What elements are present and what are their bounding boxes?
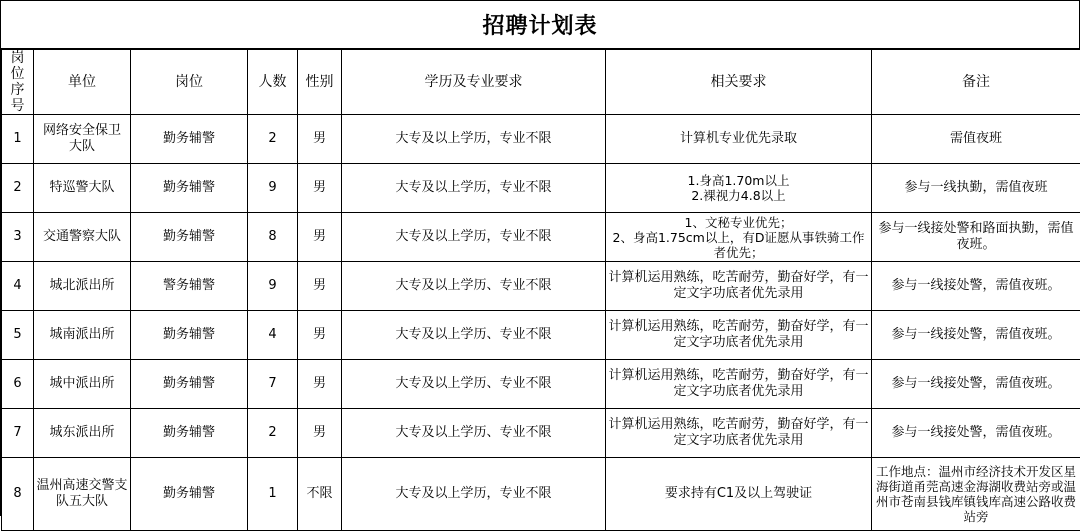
cell-unit: 温州高速交警支队五大队	[34, 458, 131, 531]
table-row	[2, 213, 1080, 262]
table-row	[2, 164, 1080, 213]
cell-requirements: 计算机运用熟练，吃苦耐劳，勤奋好学，有一定文字功底者优先录用	[606, 360, 872, 409]
cell-no: 8	[2, 458, 34, 531]
cell-education: 大专及以上学历、专业不限	[342, 311, 606, 360]
column-header-notes: 备注	[872, 50, 1080, 115]
cell-education: 大专及以上学历、专业不限	[342, 360, 606, 409]
cell-education: 大专及以上学历、专业不限	[342, 409, 606, 458]
cell-no: 7	[2, 409, 34, 458]
cell-requirements: 要求持有C1及以上驾驶证	[606, 458, 872, 531]
table-header-row	[2, 50, 1080, 115]
cell-count: 4	[248, 311, 298, 360]
cell-count: 1	[248, 458, 298, 531]
table-row	[2, 360, 1080, 409]
cell-post: 勤务辅警	[131, 115, 248, 164]
cell-unit: 交通警察大队	[34, 213, 131, 262]
cell-post: 勤务辅警	[131, 164, 248, 213]
column-header-position-no: 岗位 序号	[2, 50, 34, 115]
table-row	[2, 458, 1080, 531]
cell-requirements: 计算机运用熟练，吃苦耐劳，勤奋好学，有一定文字功底者优先录用	[606, 262, 872, 311]
cell-unit: 城中派出所	[34, 360, 131, 409]
cell-post: 勤务辅警	[131, 213, 248, 262]
cell-post: 勤务辅警	[131, 409, 248, 458]
cell-no: 5	[2, 311, 34, 360]
table-row	[2, 262, 1080, 311]
cell-requirements: 1、文秘专业优先； 2、身高1.75cm以上，有D证愿从事铁骑工作者优先；	[606, 213, 872, 262]
cell-post: 勤务辅警	[131, 458, 248, 531]
cell-unit: 网络安全保卫 大队	[34, 115, 131, 164]
cell-gender: 男	[298, 262, 342, 311]
column-header-post: 岗位	[131, 50, 248, 115]
cell-notes: 参与一线接处警，需值夜班。	[872, 311, 1080, 360]
cell-notes: 参与一线接处警，需值夜班。	[872, 360, 1080, 409]
cell-notes: 工作地点：温州市经济技术开发区星海街道甬莞高速金海湖收费站旁或温州市苍南县钱库镇钱库高速公路收费站旁	[872, 458, 1080, 531]
cell-no: 1	[2, 115, 34, 164]
cell-gender: 男	[298, 360, 342, 409]
cell-gender: 男	[298, 115, 342, 164]
cell-post: 警务辅警	[131, 262, 248, 311]
cell-requirements: 计算机专业优先录取	[606, 115, 872, 164]
cell-count: 9	[248, 164, 298, 213]
cell-education: 大专及以上学历、专业不限	[342, 262, 606, 311]
cell-requirements: 计算机运用熟练，吃苦耐劳，勤奋好学，有一定文字功底者优先录用	[606, 409, 872, 458]
column-header-requirements: 相关要求	[606, 50, 872, 115]
cell-unit: 城北派出所	[34, 262, 131, 311]
cell-unit: 城东派出所	[34, 409, 131, 458]
cell-post: 勤务辅警	[131, 360, 248, 409]
cell-count: 7	[248, 360, 298, 409]
cell-count: 8	[248, 213, 298, 262]
table-row	[2, 115, 1080, 164]
cell-count: 9	[248, 262, 298, 311]
cell-gender: 男	[298, 409, 342, 458]
cell-unit: 特巡警大队	[34, 164, 131, 213]
cell-notes: 需值夜班	[872, 115, 1080, 164]
column-header-unit: 单位	[34, 50, 131, 115]
cell-notes: 参与一线接处警，需值夜班。	[872, 409, 1080, 458]
cell-no: 6	[2, 360, 34, 409]
cell-notes: 参与一线接处警和路面执勤，需值夜班。	[872, 213, 1080, 262]
cell-no: 4	[2, 262, 34, 311]
column-header-count: 人数	[248, 50, 298, 115]
cell-requirements: 1.身高1.70m以上 2.裸视力4.8以上	[606, 164, 872, 213]
cell-gender: 男	[298, 164, 342, 213]
cell-gender: 男	[298, 311, 342, 360]
table-row	[2, 409, 1080, 458]
cell-gender: 男	[298, 213, 342, 262]
column-header-gender: 性别	[298, 50, 342, 115]
cell-notes: 参与一线接处警，需值夜班。	[872, 262, 1080, 311]
cell-count: 2	[248, 115, 298, 164]
cell-no: 2	[2, 164, 34, 213]
recruitment-table	[1, 49, 1080, 531]
cell-education: 大专及以上学历，专业不限	[342, 115, 606, 164]
cell-education: 大专及以上学历，专业不限	[342, 164, 606, 213]
cell-count: 2	[248, 409, 298, 458]
cell-notes: 参与一线执勤，需值夜班	[872, 164, 1080, 213]
column-header-education: 学历及专业要求	[342, 50, 606, 115]
page-title: 招聘计划表	[1, 1, 1080, 49]
cell-requirements: 计算机运用熟练，吃苦耐劳，勤奋好学，有一定文字功底者优先录用	[606, 311, 872, 360]
cell-education: 大专及以上学历，专业不限	[342, 213, 606, 262]
cell-no: 3	[2, 213, 34, 262]
cell-unit: 城南派出所	[34, 311, 131, 360]
table-row	[2, 311, 1080, 360]
cell-post: 勤务辅警	[131, 311, 248, 360]
cell-education: 大专及以上学历，专业不限	[342, 458, 606, 531]
cell-gender: 不限	[298, 458, 342, 531]
